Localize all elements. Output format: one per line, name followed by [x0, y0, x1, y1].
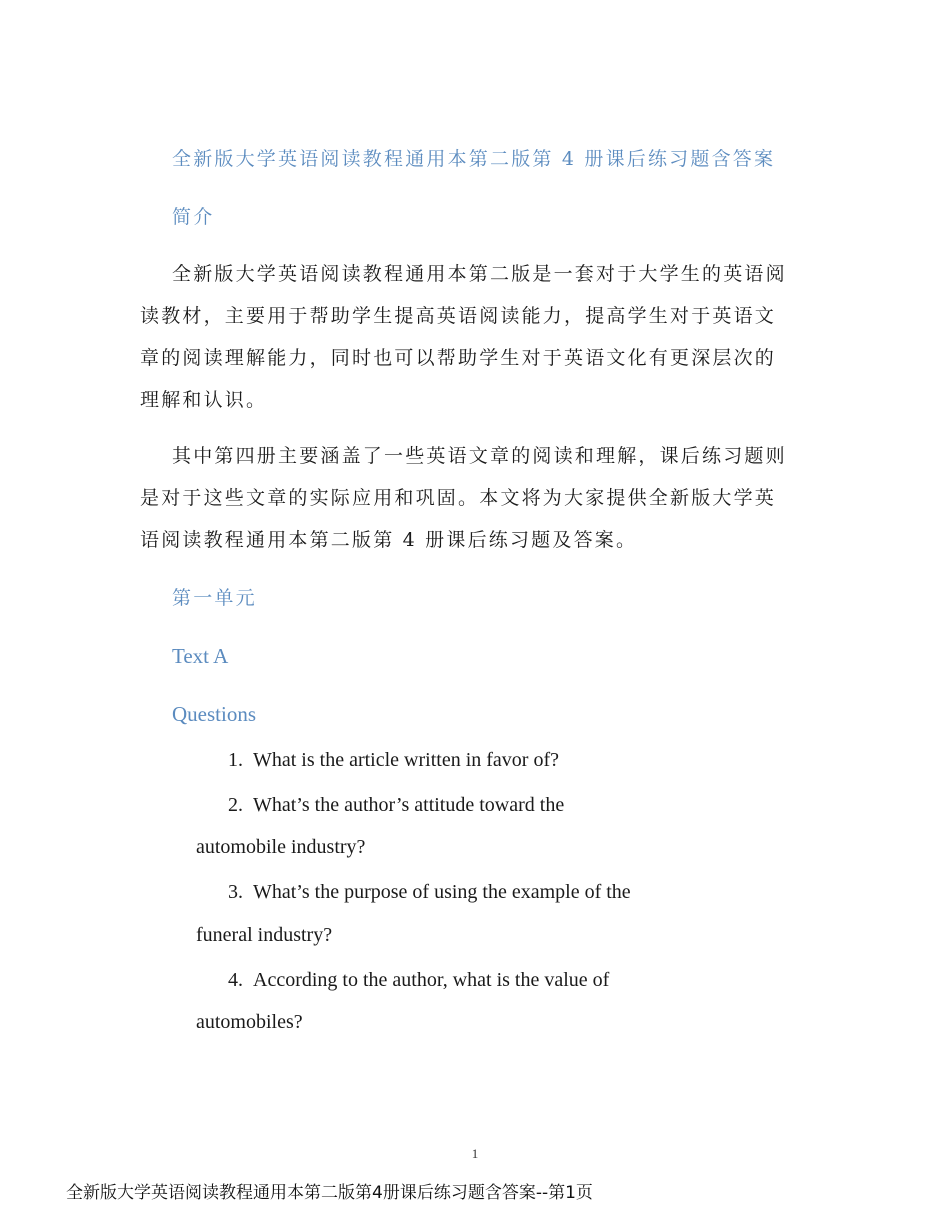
question-3-number: 3. — [228, 881, 243, 903]
question-1-text: What is the article written in favor of? — [253, 749, 559, 771]
question-2-number: 2. — [228, 794, 243, 816]
question-2-text-continued: automobile industry? — [196, 836, 366, 858]
paragraph-1-line-1: 全新版大学英语阅读教程通用本第二版是一套对于大学生的英语阅 — [172, 263, 787, 285]
document-title: 全新版大学英语阅读教程通用本第二版第 4 册课后练习题含答案 — [172, 148, 776, 170]
question-1-number: 1. — [228, 749, 243, 771]
paragraph-1-line-2: 读教材，主要用于帮助学生提高英语阅读能力，提高学生对于英语文 — [140, 305, 777, 327]
page-footer: 全新版大学英语阅读教程通用本第二版第4册课后练习题含答案--第1页 — [66, 1183, 593, 1203]
unit-heading: 第一单元 — [172, 587, 257, 609]
question-4-text: According to the author, what is the value of — [253, 969, 610, 991]
questions-heading: Questions — [172, 702, 256, 726]
question-4-text-continued: automobiles? — [196, 1011, 303, 1033]
paragraph-2-line-2: 是对于这些文章的实际应用和巩固。本文将为大家提供全新版大学英 — [140, 487, 777, 509]
paragraph-1-line-4: 理解和认识。 — [140, 389, 268, 411]
question-3-text: What’s the purpose of using the example of the — [253, 881, 631, 903]
intro-heading: 简介 — [172, 206, 215, 228]
paragraph-2-line-1: 其中第四册主要涵盖了一些英语文章的阅读和理解，课后练习题则 — [172, 445, 787, 467]
question-4-number: 4. — [228, 969, 243, 991]
question-2-text: What’s the author’s attitude toward the — [253, 794, 565, 816]
text-heading: Text A — [172, 644, 229, 668]
paragraph-2-line-3: 语阅读教程通用本第二版第 4 册课后练习题及答案。 — [140, 529, 638, 551]
page-number: 1 — [471, 1146, 479, 1161]
paragraph-1-line-3: 章的阅读理解能力，同时也可以帮助学生对于英语文化有更深层次的 — [140, 347, 777, 369]
question-3-text-continued: funeral industry? — [196, 924, 333, 946]
